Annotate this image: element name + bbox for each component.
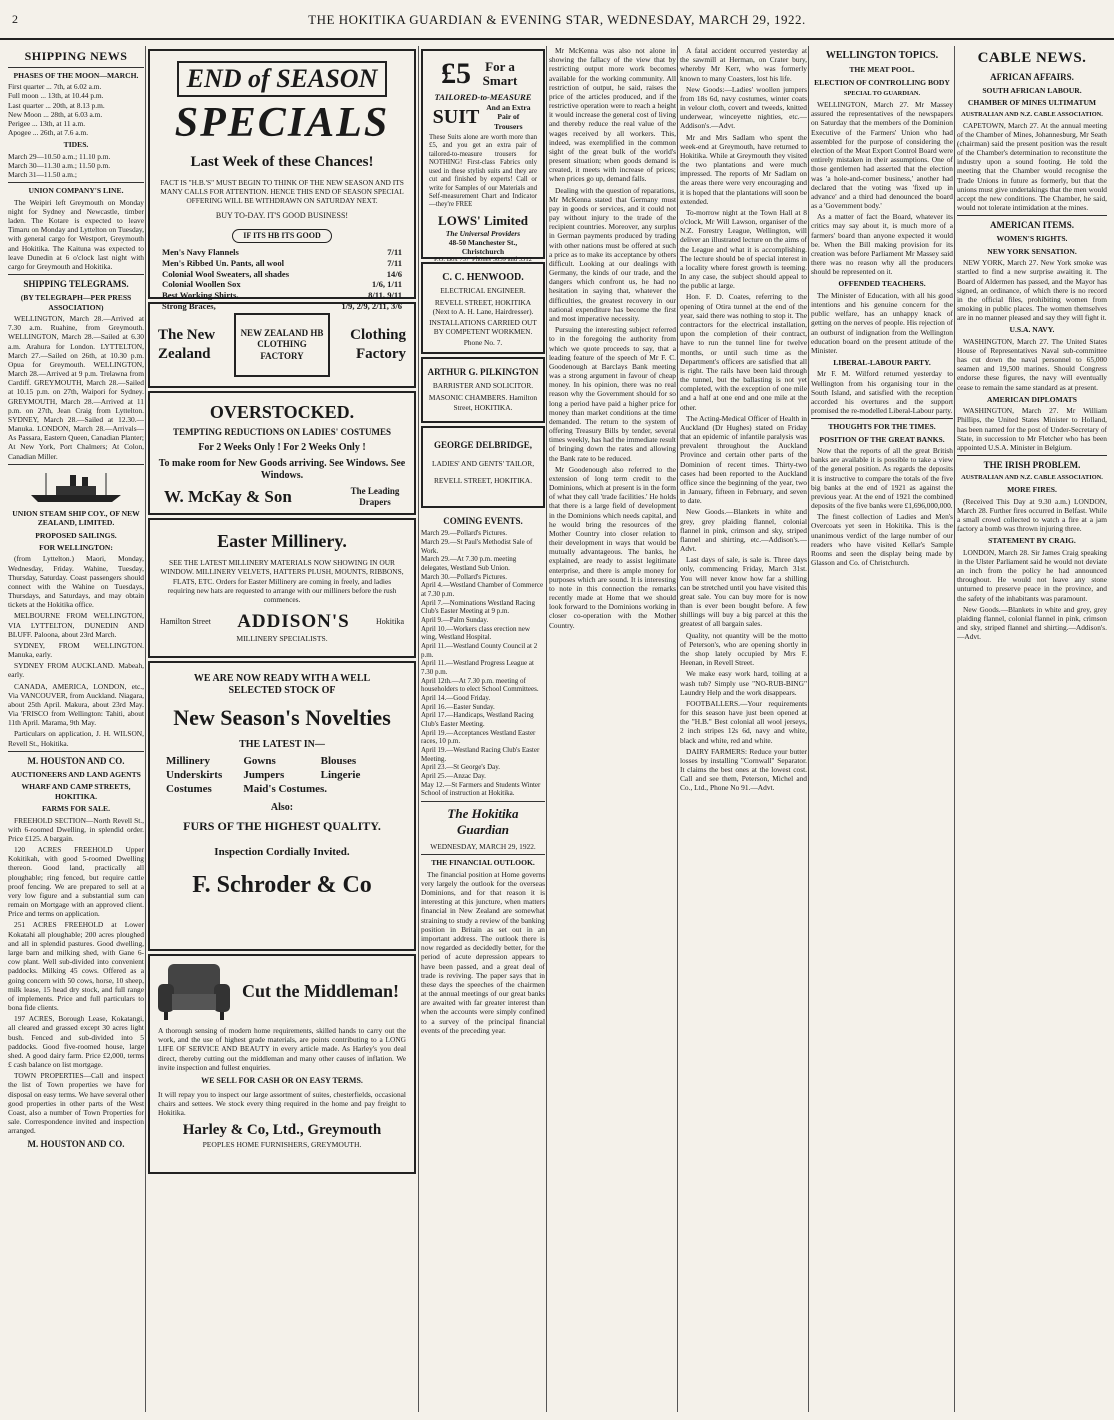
thoughts-text: The finest collection of Ladies and Men's Overcoats yet seen in Hokitika. This is the unanimous verdict of the large number of our readers who have visited Kellar's Sample Rooms and seen the display being made by Glasson and Co. of Christchurch. [811, 512, 953, 568]
event-item: April 7.—Nominations Westland Racing Club's Easter Meeting at 9 p.m. [421, 598, 536, 616]
column-shipping [8, 46, 144, 1412]
eos-heading: END of SEASON [177, 61, 388, 97]
wt-text: WELLINGTON, March 27. Mr Massey assured the representatives of the newspapers on Saturday that the members of the Dominion Executive of the Farmers' Union who had assembled for the purpose of considering the election of the Meat Export Control Board were entirely mistaken in their assumptions. One of those gentlemen had asserted that the election was 'a hole-and-corner business,' another had declared that the voting was 'fixed up in advance' and a third had denounced the board as a 'Government body.' [811, 100, 953, 211]
event-item: April 12th.—At 7.30 p.m. meeting of householders to elect School Committees. [421, 676, 539, 694]
editorial-paragraph: Pursuing the interesting subject referred to in the foregoing the authority from which we quote proceeds to say, that a leading feature of the speech of Mr F. C. Goodenough at Barclays Bank meeting was a strong argument in favour of cheap money. In his opinion, there was no real reason why the Government should for so long a period have paid a higher price for money than market conditions at the time demanded. The return to the system of offering Treasury Bills by tender, several times weekly, has had the immediate result of bringing down the rates and allowing the Bank rate to be reduced. [549, 325, 676, 463]
lows-tailored: TAILORED-to-MEASURE [434, 92, 532, 103]
event-item: April 14.—Good Friday. [421, 693, 491, 702]
overstocked-weeks: For 2 Weeks Only ! For 2 Weeks Only ! [198, 442, 366, 454]
event-item: April 17.—Handicaps, Westland Racing Club's Easter Meeting. [421, 711, 534, 728]
african-text: CAPETOWN, March 27. At the annual meeting of the Chamber of Mines, Johannesburg, Mr Seath (chairman) said the present position was the result of the Chamber's determination to reconstitute the industry upon a sound footing. He told the meeting that the Chamber would recognise the Trade Unions in future as formerly, but that the unions must give undertakings that the men would accept the new conditions. The Chamber, he said, would not tolerate intimidation at the mines. [957, 120, 1107, 213]
pilkington-card [421, 357, 545, 423]
american-text: NEW YORK, March 27. New York smoke was startled to find a new surprise awaiting it. The Board of Aldermen has passed, and the Mayor has signed, an ordinance, of which there is no record in the official files, prohibiting women from smoking in public places. The women themselves are in no manner pleased and say they will fight it. [957, 258, 1107, 323]
schroder-item: Underskirts [166, 769, 223, 782]
overstocked-title: OVERSTOCKED. [209, 402, 355, 422]
mckay-tag: The Leading Drapers [350, 485, 400, 507]
news-paragraph: The Acting-Medical Officer of Health in Auckland (Dr Hughes) stated on Friday that an epidemic of infantile paralysis was prevalent throughout the Auckland Province and certain other parts of the Dominion of recent times. Thirty-two cases had been reported to the Auckland office since the beginning of the year, two in January, fifteen in February, and seven to date. [680, 413, 807, 506]
farm-item: FREEHOLD SECTION—North Revell St., with 6-roomed Dwelling, in splendid order. Price £125. A bargain. [8, 815, 144, 843]
schroder-furs: FURS OF THE HIGHEST QUALITY. [183, 818, 381, 833]
eos-body: FACT IS "H.B.'S" MUST BEGIN TO THINK OF THE NEW SEASON AND ITS MANY CALLS FOR ATTENTION. HENCE THIS END OF SEASON SPECIAL OFFERING WILL BE WITHDRAWN ON SATURDAY NEXT. [160, 177, 404, 206]
farms-heading: FARMS FOR SALE. [42, 804, 110, 814]
moon-row: First quarter ... 7th, at 6.02 a.m. [8, 82, 102, 92]
addison-left: Hamilton Street [160, 616, 211, 626]
usa-navy-heading: U.S.A. NAVY. [1009, 325, 1055, 335]
event-item: April 4.—Westland Chamber of Commerce at 7.30 p.m. [421, 581, 544, 598]
column-ads-and-editorial [421, 46, 545, 1412]
telegrams-text: WELLINGTON, March 28.—Arrived at 7.30 a.m. Ruahine, from Greymouth. WELLINGTON, March 28.—Sailed at 6.30 a.m. Arahura for London. LYTTELTON, March 27.—Sailed on 26th, at 10.30 p.m. Opua for Greymouth. WELLINGTON, March 28.—Arrived at 9 p.m. Trelawna from Cardiff. GREYMOUTH, March 28.—Sailed at 10.15 p.m. on 27th, Waipori for Sydney. GREYMOUTH, March 28.—Arrived at 11 p.m. on 27th, Jean Craig from Lyttelton. SYDNEY, March 28.—Sailed at 12.30.—Manuka. LONDON, March 28.—Arrivals—As Passara, Eastern Queen, Canadian Planter; At New York, Port Chalmers; At Colon, Canadian Miller. [8, 313, 144, 461]
henwood-phone: Phone No. 7. [463, 338, 503, 348]
news-paragraph: DAIRY FARMERS: Reduce your butter losses by installing "Cornwall" Separator. It claims the best ones at the lowest cost. Call and see them, Peterson, Michel and Co., Ltd., Phone No 91.—Advt. [680, 746, 807, 793]
wt-special: SPECIAL TO GUARDIAN. [843, 90, 921, 98]
delbridge-card [421, 426, 545, 508]
tides-heading: TIDES. [63, 140, 89, 150]
eos-buy: BUY TO-DAY. IT'S GOOD BUSINESS! [215, 211, 349, 221]
end-of-season-ad [148, 49, 416, 311]
lows-suit: SUIT [432, 105, 480, 128]
schroder-ad [148, 661, 416, 951]
schroder-name: F. Schroder & Co [192, 872, 372, 899]
american-sub2: NEW YORK SENSATION. [987, 246, 1077, 256]
lows-price: £5 [441, 57, 471, 90]
news-paragraph: A fatal accident occurred yesterday at the sawmill at Herman, on Crater bury, whereby Mr Kerr, who was formerly known to many Coasters, lost his life. [680, 46, 807, 83]
addison-sub: MILLINERY SPECIALISTS. [236, 633, 328, 643]
union-text: The Weipiri left Greymouth on Monday night for Sydney and Newcastle, timber laden. The Kotare is expected to leave Timaru on Monday and Lyttelton on Tuesday, with general cargo for Westport, Greymouth and Hokitika. The Kaituna was expected to leave Dunedin at 6 o'clock last night with cargo for Greymouth and Hokitika. [8, 197, 144, 271]
pilkington-title: BARRISTER AND SOLICITOR. [432, 381, 534, 391]
event-item: April 19.—Westland Racing Club's Easter Meeting. [421, 745, 540, 763]
american-heading: AMERICAN ITEMS. [989, 220, 1074, 231]
usc-for: FOR WELLINGTON: [39, 542, 113, 552]
eos-item: Colonial Wool Sweaters, all shades 14/6 [162, 268, 402, 279]
henwood-addr: REVELL STREET, HOKITIKA (Next to A. H. Lane, Hairdresser). [432, 297, 534, 316]
column-rule [418, 46, 419, 1412]
schroder-also: Also: [270, 802, 294, 814]
wt-text: As a matter of fact the Board, whatever its critics may say about it, is much more of a farmers' board than anyone expected it would be. When the Bill making provision for its creation was before Parliament Mr Massey said there was no reason why all the producers should be represented on it. [811, 212, 953, 277]
editorial-paragraph: Mr McKenna was also not alone in showing the fallacy of the view that by restricting output more work becomes available for the working community. All restriction of output, he said, raises the price of the articles produced, and if the restrictive operation were to reach a height it would increase the general cost of living and thereby reduce the real value of the wages received by all workers. This, indeed, was exemplified in the common sight of the great bulk of the world's present situation; when goods demand is created, it meets with increase of prices; when prices go up, demand falls. [549, 46, 676, 184]
column-advertisements [148, 46, 416, 1412]
schroder-item: Blouses [320, 755, 357, 768]
news-paragraph: Mr and Mrs Sadlam who spent the week-end at Greymouth, have returned to Hokitika. While at Greymouth they visited the two plantations and were much impressed. The reports of Mr Sadlam on the areas there were very encouraging and it is hoped that the plantations will soon be extended. [680, 132, 807, 206]
coming-events-heading: COMING EVENTS. [443, 516, 523, 526]
mckay-name: W. McKay & Son [164, 487, 292, 507]
usc-proposed: PROPOSED SAILINGS. [35, 530, 117, 540]
news-paragraph: FOOTBALLERS.—Your requirements for this season have just been opened at the "H.B." Best colonial all wool jerseys, 2 inch stripes 12s 6d, navy and white, black and white, red and white. [680, 698, 807, 745]
eos-tagline: Last Week of these Chances! [190, 154, 374, 171]
easter-body: SEE THE LATEST MILLINERY MATERIALS NOW SHOWING IN OUR WINDOW. MILLINERY VELVETS, HATTERS PLUSH, MOUNTS, RIBBONS, FLATS, ETC. Orders for Easter Millinery are coming in freely, and ladies requiring new hats are requested to arrange with our milliners before the rush commences. [160, 558, 404, 604]
lows-name: LOWS' Limited [438, 212, 528, 228]
column-rule [808, 46, 809, 1412]
lows-body: These Suits alone are worth more than £5, and you get an extra pair of tailored-to-measure trousers for NOTHING! First-class Fabrics only used in these stylish suits and they are cut and finished by experts! Call or write for Samples of our Materials and Self-measurement Chart and Indicator—they're FREE [429, 134, 537, 209]
pilkington-addr: MASONIC CHAMBERS. Hamilton Street, HOKITIKA. [428, 393, 538, 412]
news-paragraph: Last days of sale, is sale is. Three days only, commencing Friday, March 31st. You will never know how far a shilling can be stretched until you have visited this great sale. You can buy more for is now than is ever been bought before. A few shillings will buy a big parcel at this the greatest of all bargain sales. [680, 555, 807, 629]
news-paragraph: New Goods.—Blankets in white and grey, grey plaiding flannel, colonial flannel in pink, crimson and sky, striped flannel and shirting, etc.—Addison's.—Advt. [680, 507, 807, 554]
schroder-intro: WE ARE NOW READY WITH A WELL SELECTED STOCK OF [193, 673, 371, 697]
craig-heading: STATEMENT BY CRAIG. [988, 536, 1076, 546]
lows-extra: And an Extra Pair of Trousers [486, 102, 531, 131]
overstocked-ad [148, 391, 416, 515]
overstocked-body: To make room for New Goods arriving. See Windows. See Windows. [158, 457, 406, 482]
event-item: April 16.—Easter Sunday. [421, 702, 495, 711]
addison-name: ADDISON'S [237, 611, 350, 633]
usc-route: MELBOURNE FROM WELLINGTON, VIA LYTTELTON, DUNEDIN AND BLUFF. Paloona, about 23rd March. [8, 611, 144, 639]
delbridge-title: LADIES' AND GENTS' TAILOR, [431, 459, 535, 469]
usc-route: CANADA, AMERICA, LONDON, etc., Via VANCOUVER, from Auckland. Niagara, about 25th April. Makura, about 23rd May. Via 'FRISCO from Wellington: Tahiti, about 11th April. Marama, 9th May. [8, 681, 144, 728]
lows-box: P.O. Box 737 'Phones 3059 and 3312 [434, 256, 532, 264]
news-paragraph: Hon. F. D. Coates, referring to the opening of Otira tunnel at the end of the year, said there was nothing to stop it. The contractors for the electrical installation, upon the completion of their contract, have to run the tunnel line for twelve months, or until such time as the Department's officers are satisfied that all is right. The rails have been laid through the tunnel, but the ballasting is not yet completed, with the exception of one mile and a half at one end and one mile at the other. [680, 292, 807, 412]
eos-item: Colonial Woollen Sox 1/6, 1/11 [162, 279, 402, 290]
harley-extra: It will repay you to inspect our large assortment of suites, chesterfields, occasional chairs and settees. We stock every thing required in the home and pay freight to Hokitika. [158, 1089, 406, 1118]
schroder-title: New Season's Novelties [173, 704, 391, 730]
farm-item: 120 ACRES FREEHOLD Upper Kokitikah, with good 5-roomed Dwelling thereon. Good land, practically all ploughable; ring fenced, but require cattle proof fencing. We are prepared to sell at a very low figure and a substantial sum can remain on Mortgage with an approved client. Price and terms on application. [8, 845, 144, 919]
tide-row: March 31—11.50 a.m.; [8, 170, 77, 180]
usc-heading: UNION STEAM SHIP COY., OF NEW ZEALAND, LIMITED. [12, 508, 140, 528]
event-item: April 25.—Anzac Day. [421, 771, 486, 780]
diplomats-heading: AMERICAN DIPLOMATS [987, 394, 1077, 404]
eos-specials: SPECIALS [174, 100, 390, 147]
schroder-latest: THE LATEST IN— [239, 739, 325, 751]
cable-heading: CABLE NEWS. [977, 50, 1087, 66]
column-cable-news [957, 46, 1107, 1412]
event-item: March 29.—St Paul's Methodist Sale of Work. [421, 537, 533, 555]
thoughts-sub: POSITION OF THE GREAT BANKS. [819, 434, 945, 444]
usc-route: SYDNEY FROM AUCKLAND. Mabeah, early. [8, 661, 144, 680]
news-paragraph: We make easy work hard, toiling at a wash tub? Simply use "NO-RUB-BING" Laundry Help and the work disappears. [680, 669, 807, 697]
schroder-item: Gowns [243, 755, 276, 768]
armchair-icon [154, 960, 234, 1022]
lows-sub: The Universal Providers [445, 228, 521, 238]
event-item: April 10.—Workers class erection new wing, Westland Hospital. [421, 624, 530, 642]
news-paragraph: To-morrow night at the Town Hall at 8 o'clock, Mr Will Lawson, organiser of the N.Z. Forestry League, Wellington, will deliver an illustrated lecture on the aims of the League and what it is accomplishing. The lecture should be of special interest in a locality where forest growth is teeming. In any case, the subject should appeal to the public at large. [680, 207, 807, 291]
masthead [0, 0, 1114, 40]
event-item: May 12.—St Farmers and Students Winter School of instruction at Hokitika. [421, 780, 541, 798]
african-sub2: CHAMBER OF MINES ULTIMATUM [967, 98, 1097, 108]
schroder-item: Lingerie [320, 769, 361, 782]
farm-item: TOWN PROPERTIES—Call and inspect the list of Town properties we have for disposal on easy terms. We have several other good properties in other parts of the West Coast, also a number of Town Properties for sale. Correspondence invited and inspection arranged. [8, 1071, 144, 1136]
steamship-icon [26, 469, 126, 505]
news-paragraph: Quality, not quantity will be the motto of Peterson's, who are opening shortly in the shop lately occupied by Mrs F. Heenan, in Revell Street. [680, 630, 807, 668]
hb-logo: NEW ZEALAND HB CLOTHING FACTORY [234, 313, 330, 377]
wt-heading: WELLINGTON TOPICS. [825, 50, 939, 61]
african-source: AUSTRALIAN AND N.Z. CABLE ASSOCIATION. [961, 110, 1103, 118]
event-item: April 23.—St George's Day. [421, 763, 501, 772]
easter-title: Easter Millinery. [217, 531, 347, 551]
african-heading: AFRICAN AFFAIRS. [990, 71, 1074, 82]
farm-item: 251 ACRES FREEHOLD at Lower Kokatahi all ploughable; 200 acres ploughed and all in splendid pastures. Good dwelling, large barn and milking shed, with Gane 6-cow plant. Well sub-divided into convenient paddocks. Milking 45 cows. Offered as a going concern with 50 cows, horse, 10 sheep, milk lease, 15 head dry stock, and full range of implements. Price and full particulars to bona fide clients. [8, 920, 144, 1013]
lows-addr: 48-50 Manchester St., Christchurch [448, 238, 518, 257]
wt-sub2: ELECTION OF CONTROLLING BODY [814, 77, 950, 87]
moon-heading: PHASES OF THE MOON—MARCH. [13, 70, 139, 80]
wt-text: The Minister of Education, with all his good intentions and his genuine concern for the public welfare, has an unhappy knack of getting on the nerves of people. His rejection of an outburst of indignation from the Wellington education board on the present attitude of the Minister. [811, 290, 953, 355]
delbridge-addr: REVELL STREET, HOKITIKA. [433, 476, 533, 486]
event-item: March 30.—Pollard's Pictures. [421, 572, 508, 581]
financial-text: The financial position at Home governs very largely the outlook for the overseas Dominions, and for that reason it is interesting at this juncture, when matters financial in New Zealand are somewhat straining to study a review of the banking position in Britain as set out in an important address. The outlook there is now regarded as decidedly better, for the period of acute depression appears to have been passed, and a great deal of trade is reviving. The paper says that in these days the speeches of the chairmen at the annual meetings of our great banks are awaited with far greater interest than when the accounts were simply confined to a survey of the principal financial events of the preceding year. [421, 869, 545, 1035]
harley-ad [148, 954, 416, 1174]
american-sub: WOMEN'S RIGHTS. [996, 234, 1068, 244]
guardian-nameplate: The Hokitika Guardian [447, 805, 519, 838]
harley-title: Cut the Middleman! [242, 980, 399, 1001]
irish-heading: THE IRISH PROBLEM. [983, 460, 1081, 471]
event-item: April 11.—Westland Progress League at 7.30 p.m. [421, 659, 534, 676]
column-rule [677, 46, 678, 1412]
harley-terms: WE SELL FOR CASH OR ON EASY TERMS. [201, 1075, 363, 1085]
irish-source: AUSTRALIAN AND N.Z. CABLE ASSOCIATION. [961, 474, 1103, 482]
moon-row: Perigee ... 13th, at 11 a.m. [8, 118, 86, 128]
news-paragraph: New Goods:—Ladies' woollen jumpers from 18s 6d, navy costumes, winter coats in velour cloth, covert and tweeds, knitted underwear, winceyette nighties, etc.—Addison's.—Advt. [680, 84, 807, 131]
tide-row: March 29—10.50 a.m.; 11.10 p.m. [8, 151, 111, 161]
wt-liberal: LIBERAL-LABOUR PARTY. [833, 358, 931, 368]
usc-agent: Particulars on application, J. H. WILSON, Revell St., Hokitika. [8, 729, 144, 748]
telegrams-heading: SHIPPING TELEGRAMS. [23, 279, 129, 290]
delbridge-name: GEORGE DELBRIDGE, [433, 440, 533, 450]
usc-text: (from Lyttelton.) Maori, Monday, Wednesday, Friday. Wahine, Tuesday, Thursday, Saturday. Coast passengers should connect with the Wahine on Tuesdays, Thursdays, and Saturdays, and may obtain tickets at the Hokitika office. [8, 554, 144, 610]
houston-addr: WHARF AND CAMP STREETS, HOKITIKA. [21, 782, 131, 801]
hb-right: Clothing Factory [350, 327, 406, 362]
column-wellington [811, 46, 953, 1412]
diplomats-text: WASHINGTON, March 27. Mr William Phillips, the United States Minister to Holland, has been named for the post of Under-Secretary of State, in succession to Mr Fletcher who has been appointed U.S.A. Minister in Belgium. [957, 406, 1107, 452]
houston-heading: M. HOUSTON AND CO. [27, 755, 125, 766]
harley-sub: PEOPLES HOME FURNISHERS, GREYMOUTH. [202, 1139, 362, 1149]
irish-text: (Received This Day at 9.30 a.m.) LONDON, March 28. Further fires occurred in Belfast. While a small crowd collected to watch a fire at a jam factory a bomb was thrown injuring three. [957, 496, 1107, 534]
column-rule [546, 46, 547, 1412]
henwood-name: C. C. HENWOOD. [442, 272, 524, 283]
hb-factory-ad [148, 302, 416, 388]
harley-body: A thorough sensing of modern home requirements, skilled hands to carry out the work, and the use of highest grade materials, are points contributing to a LONG LIFE OF SERVICE AND BEAUTY in every article made. As Harley's you deal direct, thereby cutting out the middleman and many other causes of inflation. We invite inspection and fullest enquiries. [158, 1026, 406, 1072]
guardian-date: WEDNESDAY, MARCH 29, 1922. [430, 842, 536, 852]
wt-text: Mr F. M. Wilford returned yesterday to Wellington from his organising tour in the South Island, and satisfied with the reception accorded his overtures and the support promised the re-modelled Liberal-Labour party. [811, 369, 953, 416]
usa-navy-text: WASHINGTON, March 27. The United States House of Representatives Naval sub-committee has cut down the naval personnel to 65,000 seamen and 19,500 marines. Should Congress endorse these figures, the navy will eventually cease to remain the same standard as at present. [957, 336, 1107, 392]
eos-item: Best Working Shirts, 8/11, 9/11 [162, 289, 402, 300]
editorial-paragraph: Mr Goodenough also referred to the extension of long term credit to the Dominions, which at present is in the form of what they call 'trade facilities.' He holds that there is a large field of development in the Dominions which needs capital, and he would bring the resources of the Mother Country into closer relation to their development in ways that would be mutually advantageous. The banks, he explained, are ready to assist legitimate enterprise, and there is ample money for purposes which are sound. It is interesting to note in this connection the remarks recently made at Home that we should look forward to the Dominions working in closer co-operation with the Mother Country. [549, 464, 676, 630]
overstocked-sub: TEMPTING REDUCTIONS ON LADIES' COSTUMES [172, 427, 392, 438]
thoughts-heading: THOUGHTS FOR THE TIMES. [828, 422, 936, 432]
newspaper-title: THE HOKITIKA GUARDIAN & EVENING STAR, WEDNESDAY, MARCH 29, 1922. [308, 12, 806, 27]
farm-item: 197 ACRES, Borough Lease, Kokatangi, all cleared and grassed except 30 acres light bush. Fenced and sub-divided into 5 paddocks. Good five-roomed house, large shed. A good dairy farm. Price £2,000, terms £ cash balance on list mortgage. [8, 1014, 144, 1070]
event-item: March 29.—At 7.30 p.m. meeting delegates, Westland Sub Union. [421, 555, 517, 572]
schroder-item: Maid's Costumes. [243, 782, 328, 795]
lows-for: For a Smart [482, 58, 518, 88]
financial-heading: THE FINANCIAL OUTLOOK. [431, 858, 535, 868]
houston-footer: M. HOUSTON AND CO. [27, 1139, 125, 1150]
column-rule [954, 46, 955, 1412]
harley-name: Harley & Co, Ltd., Greymouth [182, 1122, 382, 1139]
hb-left: The New Zealand [158, 327, 216, 362]
eos-item: Men's Navy Flannels 7/11 [162, 247, 402, 258]
page-number: 2 [12, 12, 18, 26]
eos-item: Strong Braces, 1/9, 2/9, 2/11, 3/6 [162, 300, 402, 311]
usc-route: SYDNEY, FROM WELLINGTON. Manuka, early. [8, 640, 144, 660]
tide-row: March 30—11.30 a.m.; 11.50 p.m. [8, 160, 111, 170]
henwood-install: INSTALLATIONS CARRIED OUT BY COMPETENT WORKMEN. [429, 317, 537, 337]
moon-row: Full moon ... 13th, at 10.44 p.m. [8, 91, 104, 101]
hb-badge: IF ITS HB ITS GOOD [232, 229, 332, 243]
wt-sub: THE MEAT POOL. [849, 65, 915, 75]
telegrams-sub: (BY TELEGRAPH—PER PRESS ASSOCIATION) [20, 293, 132, 312]
thoughts-text: Now that the reports of all the great British banks are available it is possible to take a view of the general position. As regards the deposits it is instructive to compare the totals of the five big banks at the end of 1921 as against the previous year. At the end of 1921 the combined deposits of the five banks were £1,696,000,000. [811, 446, 953, 511]
pilkington-name: ARTHUR G. PILKINGTON [427, 367, 539, 377]
african-sub: SOUTH AFRICAN LABOUR. [982, 85, 1082, 95]
event-item: April 9.—Palm Sunday. [421, 615, 489, 624]
houston-sub: AUCTIONEERS AND LAND AGENTS [11, 769, 141, 779]
column-local-news-combined [680, 46, 807, 1412]
craig-text: LONDON, March 28. Sir James Craig speaking in the Ulster Parliament said he would not deviate an inch from the policy he had announced throughout. He would not leave any stone unturned to preserve peace in the province, and the safety of the inhabitants was paramount. [957, 547, 1107, 603]
schroder-item: Millinery [166, 755, 210, 768]
event-item: April 19.—Acceptances Westland Easter races, 10 p.m. [421, 728, 536, 746]
moon-row: New Moon ... 28th, at 6.03 a.m. [8, 109, 103, 119]
event-item: March 29.—Pollard's Pictures. [421, 529, 508, 538]
schroder-invite: Inspection Cordially Invited. [214, 845, 350, 858]
shipping-heading: SHIPPING NEWS [24, 49, 128, 63]
schroder-item: Costumes [166, 782, 212, 795]
union-heading: UNION COMPANY'S LINE. [28, 186, 124, 196]
moon-row: Last quarter ... 20th, at 8.13 p.m. [8, 100, 105, 110]
addison-right: Hokitika [376, 616, 404, 626]
moon-row: Apogee ... 26th, at 7.6 a.m. [8, 128, 89, 138]
irish-fires: MORE FIRES. [1007, 485, 1057, 495]
lows-suit-ad [421, 49, 545, 264]
editorial-paragraph: Dealing with the question of reparations, Mr McKenna stated that Germany must pay in goods or services, and it could not pay without injury to the trade of the recipient countries. Moreover, any surplus in German payments produced by trading with other nations must be offered at such a price as to make its acceptance by others difficult. Looking at our dealings with Germany, the kinds of our trade, and the dangers which confront us, he had no hesitation in saying that, whatever the difficulties, the greatest recovery in our national expenditure has become the first and most imperative necessity. [549, 185, 676, 323]
event-item: April 11.—Westland County Council at 2 p.m. [421, 641, 538, 659]
notice-text: New Goods.—Blankets in white and grey, grey plaiding flannel, colonial flannel in pink, crimson and sky, striped flannel and shirting.—Addison's.—Advt. [957, 604, 1107, 642]
schroder-item: Jumpers [243, 769, 285, 782]
wt-offended: OFFENDED TEACHERS. [838, 279, 926, 289]
henwood-title: ELECTRICAL ENGINEER. [440, 286, 526, 296]
column-rule [145, 46, 146, 1412]
column-editorial [549, 46, 676, 1412]
henwood-card [421, 262, 545, 354]
eos-item: Men's Ribbed Un. Pants, all wool 7/11 [162, 257, 402, 268]
easter-millinery-ad [148, 518, 416, 658]
